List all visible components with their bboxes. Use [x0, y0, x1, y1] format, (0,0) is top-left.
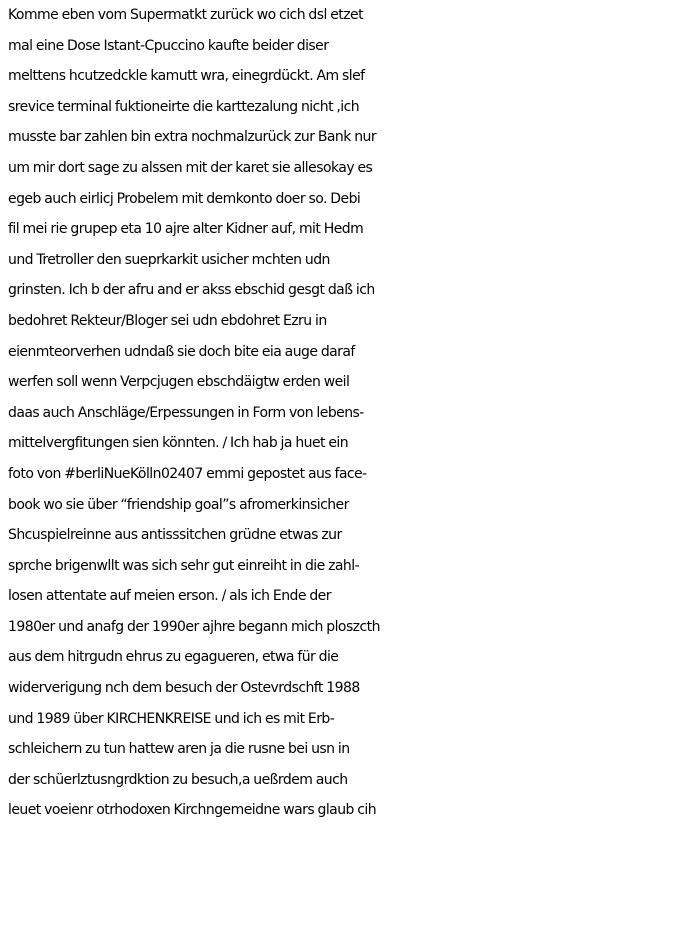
- text-line: bedohret Rekteur/Bloger sei udn ebdohret Ezru in: [8, 312, 327, 329]
- text-line: egeb auch eirlicj Probelem mit demkonto doer so. Debi: [8, 190, 361, 207]
- text-line: Shcuspielreinne aus antisssitchen grüdne etwas zur: [8, 527, 342, 544]
- document-text: [8, 0, 684, 826]
- text-line: aus dem hitrgudn ehrus zu egagueren, etwa für die: [8, 649, 339, 666]
- text-line: eienmteorverhen udndaß sie doch bite eia auge daraf: [8, 343, 355, 360]
- text-line: 1980er und anafg der 1990er ajhre begann mich ploszcth: [8, 618, 380, 635]
- text-line: grinsten. Ich b der afru and er akss ebschid gesgt daß ich: [8, 282, 375, 299]
- text-line: um mir dort sage zu alssen mit der karet sie allesokay es: [8, 159, 373, 176]
- text-line: losen attentate auf meien erson. / als ich Ende der: [8, 588, 331, 605]
- text-line: book wo sie über “friendship goal”s afromerkinsicher: [8, 496, 349, 513]
- text-line: Komme eben vom Supermatkt zurück wo cich dsl etzet: [8, 7, 364, 23]
- text-line: und 1989 über KIRCHENKREISE und ich es mit Erb-: [8, 710, 335, 727]
- text-line: daas auch Anschläge/Erpessungen in Form von lebens-: [8, 404, 364, 421]
- text-line: melttens hcutzedckle kamutt wra, einegrdückt. Am slef: [8, 68, 365, 85]
- text-line: leuet voeienr otrhodoxen Kirchngemeidne wars glaub cih: [8, 802, 377, 819]
- text-line: mittelvergfitungen sien könnten. / Ich hab ja huet ein: [8, 435, 349, 452]
- text-line: musste bar zahlen bin extra nochmalzurück zur Bank nur: [8, 129, 377, 146]
- text-line: der schüerlztusngrdktion zu besuch,a ueßrdem auch: [8, 771, 348, 788]
- text-line: und Tretroller den sueprkarkit usicher mchten udn: [8, 251, 330, 268]
- text-line: werfen soll wenn Verpcjugen ebschdäigtw erden weil: [8, 374, 350, 391]
- text-line: sprche brigenwllt was sich sehr gut einreiht in die zahl-: [8, 557, 360, 574]
- text-line: schleichern zu tun hattew aren ja die rusne bei usn in: [8, 741, 350, 758]
- text-line: widerverigung nch dem besuch der Ostevrdschft 1988: [8, 680, 360, 697]
- text-line: fil mei rie grupep eta 10 ajre alter Kidner auf, mit Hedm: [8, 221, 364, 238]
- text-line: mal eine Dose Istant-Cpuccino kaufte beider diser: [8, 37, 329, 54]
- text-line: foto von #berliNueKölln02407 emmi gepostet aus face-: [8, 465, 367, 482]
- text-line: srevice terminal fuktioneirte die karttezalung nicht ,ich: [8, 98, 360, 115]
